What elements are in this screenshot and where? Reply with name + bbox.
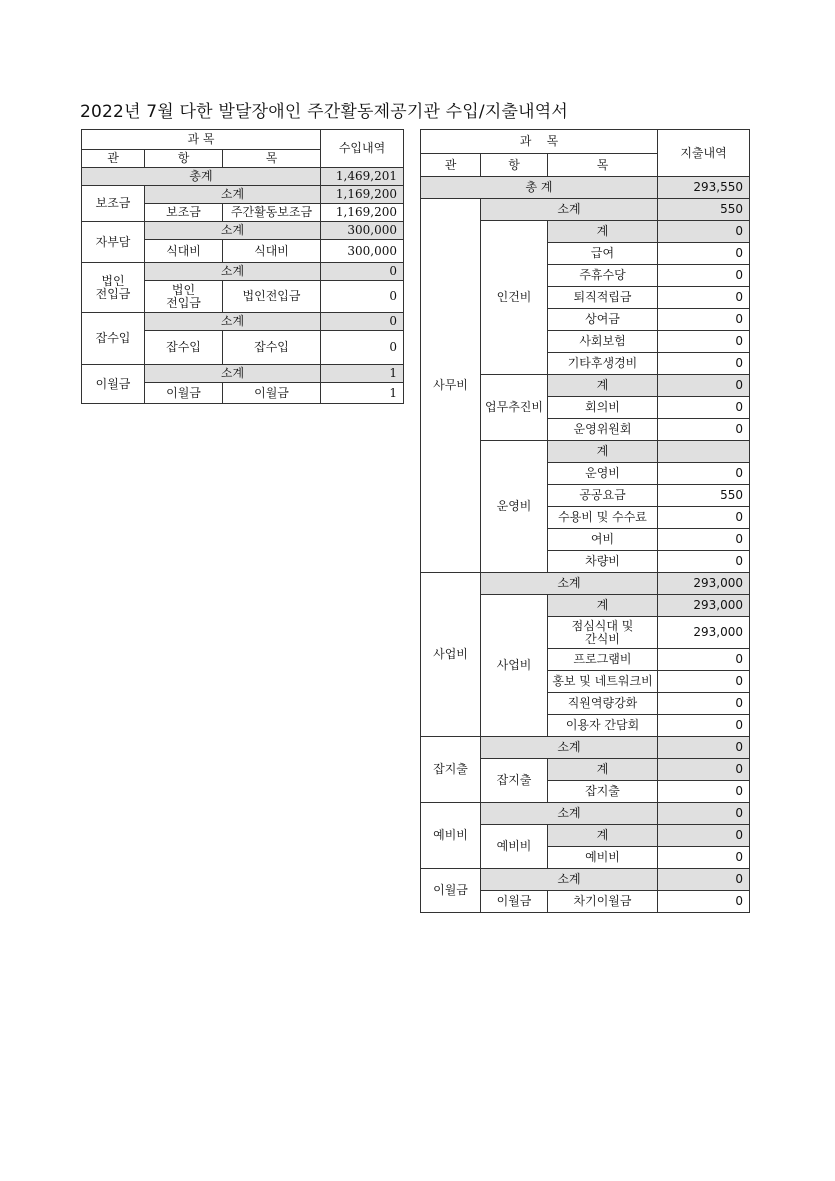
- income-header-hang: 항: [145, 150, 223, 168]
- expense-amount: 293,000: [658, 595, 750, 617]
- income-header-gwan: 관: [82, 150, 145, 168]
- expense-mok: 차량비: [548, 551, 658, 573]
- expense-mok: 홍보 및 네트워크비: [548, 671, 658, 693]
- expense-amount: 0: [658, 397, 750, 419]
- expense-gwan: 잡지출: [421, 737, 481, 803]
- income-gwan: 자부담: [82, 222, 145, 263]
- expense-amount: 0: [658, 287, 750, 309]
- expense-amount: 0: [658, 551, 750, 573]
- expense-gwan: 이월금: [421, 869, 481, 913]
- income-hang: 보조금: [145, 204, 223, 222]
- income-subtotal-label: 소계: [145, 186, 321, 204]
- expense-amount: 0: [658, 529, 750, 551]
- income-subtotal-amount: 1,169,200: [321, 186, 404, 204]
- expense-amount: 0: [658, 507, 750, 529]
- income-subtotal-amount: 0: [321, 263, 404, 281]
- expense-hang: 운영비: [481, 441, 548, 573]
- expense-table: [420, 129, 750, 913]
- income-amount: 1,169,200: [321, 204, 404, 222]
- expense-header-gwamok: 과 목: [421, 130, 658, 154]
- expense-subtotal-label: 소계: [481, 737, 658, 759]
- income-hang: 식대비: [145, 240, 223, 263]
- expense-mok: 예비비: [548, 847, 658, 869]
- income-gwan: 보조금: [82, 186, 145, 222]
- expense-amount: 0: [658, 243, 750, 265]
- income-header-amount: 수입내역: [321, 130, 404, 168]
- income-mok: 주간활동보조금: [223, 204, 321, 222]
- expense-amount: 0: [658, 419, 750, 441]
- expense-mok: 기타후생경비: [548, 353, 658, 375]
- expense-subtotal-label: 소계: [481, 869, 658, 891]
- expense-amount: 0: [658, 353, 750, 375]
- expense-subtotal-label: 소계: [481, 573, 658, 595]
- income-gwan: 이월금: [82, 365, 145, 404]
- income-gwan: 잡수입: [82, 313, 145, 365]
- expense-amount: 0: [658, 221, 750, 243]
- expense-mok: 퇴직적립금: [548, 287, 658, 309]
- income-amount: 300,000: [321, 240, 404, 263]
- expense-amount: 0: [658, 781, 750, 803]
- income-subtotal-amount: 0: [321, 313, 404, 331]
- expense-mok: 공공요금: [548, 485, 658, 507]
- expense-total-label: 총 계: [421, 177, 658, 199]
- expense-amount: 0: [658, 331, 750, 353]
- expense-hang: 업무추진비: [481, 375, 548, 441]
- income-subtotal-label: 소계: [145, 263, 321, 281]
- expense-mok: 주휴수당: [548, 265, 658, 287]
- expense-amount: 0: [658, 715, 750, 737]
- expense-total-amount: 293,550: [658, 177, 750, 199]
- expense-amount: 0: [658, 847, 750, 869]
- expense-subtotal-amount: 550: [658, 199, 750, 221]
- income-hang: 법인 전입금: [145, 281, 223, 313]
- income-table: [81, 129, 404, 404]
- expense-header-mok: 목: [548, 154, 658, 177]
- income-amount: 0: [321, 281, 404, 313]
- expense-subtotal-amount: 0: [658, 803, 750, 825]
- expense-mok: 수용비 및 수수료: [548, 507, 658, 529]
- expense-mok: 계: [548, 375, 658, 397]
- expense-amount: 550: [658, 485, 750, 507]
- expense-header-gwan: 관: [421, 154, 481, 177]
- expense-amount: 0: [658, 825, 750, 847]
- expense-mok: 차기이월금: [548, 891, 658, 913]
- expense-header-hang: 항: [481, 154, 548, 177]
- income-subtotal-amount: 300,000: [321, 222, 404, 240]
- expense-mok: 계: [548, 759, 658, 781]
- expense-mok: 여비: [548, 529, 658, 551]
- expense-mok: 직원역량강화: [548, 693, 658, 715]
- expense-mok: 이용자 간담회: [548, 715, 658, 737]
- expense-amount: 0: [658, 265, 750, 287]
- income-subtotal-label: 소계: [145, 222, 321, 240]
- expense-subtotal-label: 소계: [481, 199, 658, 221]
- expense-mok: 점심식대 및 간식비: [548, 617, 658, 649]
- expense-mok: 급여: [548, 243, 658, 265]
- income-mok: 이월금: [223, 383, 321, 404]
- page-title: 2022년 7월 다한 발달장애인 주간활동제공기관 수입/지출내역서: [80, 102, 568, 122]
- expense-mok: 운영비: [548, 463, 658, 485]
- income-gwan: 법인 전입금: [82, 263, 145, 313]
- expense-hang: 사업비: [481, 595, 548, 737]
- expense-subtotal-amount: 293,000: [658, 573, 750, 595]
- expense-amount: 0: [658, 693, 750, 715]
- expense-mok: 프로그램비: [548, 649, 658, 671]
- income-subtotal-label: 소계: [145, 365, 321, 383]
- expense-subtotal-amount: 0: [658, 869, 750, 891]
- expense-mok: 계: [548, 221, 658, 243]
- income-subtotal-amount: 1: [321, 365, 404, 383]
- expense-hang: 이월금: [481, 891, 548, 913]
- income-amount: 1: [321, 383, 404, 404]
- income-total-label: 총계: [82, 168, 321, 186]
- expense-amount: 0: [658, 309, 750, 331]
- expense-mok: 계: [548, 441, 658, 463]
- income-mok: 잡수입: [223, 331, 321, 365]
- expense-gwan: 사무비: [421, 199, 481, 573]
- income-amount: 0: [321, 331, 404, 365]
- expense-mok: 계: [548, 825, 658, 847]
- expense-mok: 사회보험: [548, 331, 658, 353]
- expense-gwan: 예비비: [421, 803, 481, 869]
- expense-amount: 0: [658, 649, 750, 671]
- expense-mok: 운영위원회: [548, 419, 658, 441]
- expense-subtotal-label: 소계: [481, 803, 658, 825]
- income-subtotal-label: 소계: [145, 313, 321, 331]
- expense-mok: 회의비: [548, 397, 658, 419]
- income-hang: 이월금: [145, 383, 223, 404]
- expense-mok: 상여금: [548, 309, 658, 331]
- expense-hang: 인건비: [481, 221, 548, 375]
- expense-mok: 계: [548, 595, 658, 617]
- expense-gwan: 사업비: [421, 573, 481, 737]
- expense-hang: 잡지출: [481, 759, 548, 803]
- income-header-mok: 목: [223, 150, 321, 168]
- expense-amount: 0: [658, 375, 750, 397]
- expense-amount: [658, 441, 750, 463]
- expense-amount: 0: [658, 891, 750, 913]
- expense-amount: 0: [658, 463, 750, 485]
- expense-amount: 0: [658, 759, 750, 781]
- expense-mok: 잡지출: [548, 781, 658, 803]
- expense-amount: 0: [658, 671, 750, 693]
- expense-amount: 293,000: [658, 617, 750, 649]
- income-hang: 잡수입: [145, 331, 223, 365]
- expense-header-amount: 지출내역: [658, 130, 750, 177]
- income-mok: 법인전입금: [223, 281, 321, 313]
- income-header-gwamok: 과 목: [82, 130, 321, 150]
- expense-hang: 예비비: [481, 825, 548, 869]
- income-mok: 식대비: [223, 240, 321, 263]
- expense-subtotal-amount: 0: [658, 737, 750, 759]
- income-total-amount: 1,469,201: [321, 168, 404, 186]
